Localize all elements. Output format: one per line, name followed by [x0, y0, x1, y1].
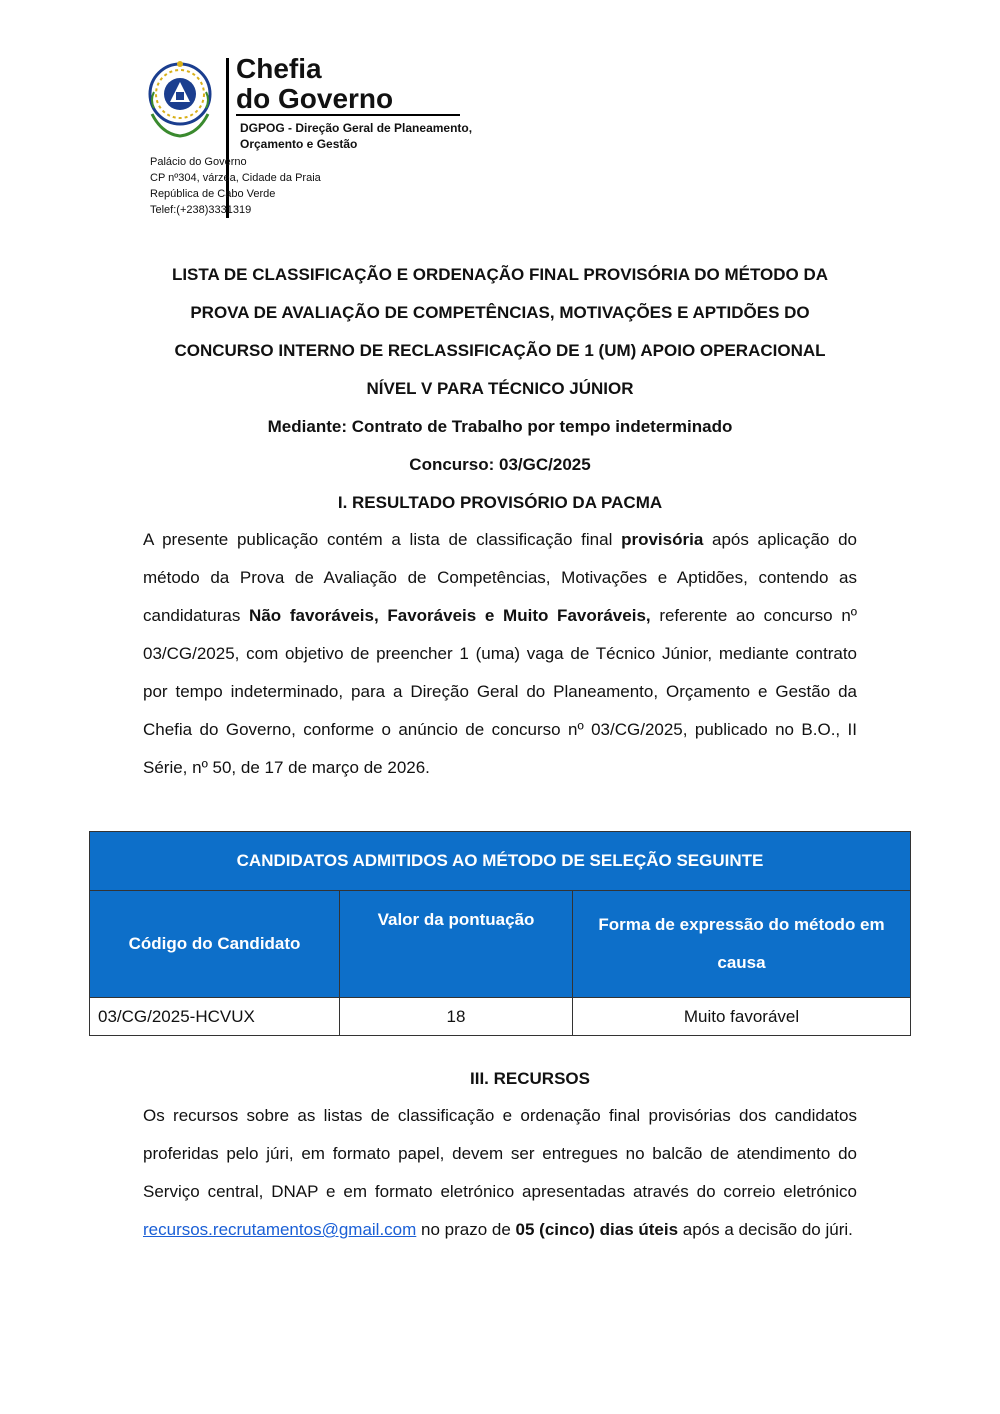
text-run: após a decisão do júri.	[678, 1220, 853, 1239]
text-run: no prazo de	[416, 1220, 516, 1239]
candidates-table	[89, 831, 911, 1036]
title-line: Mediante: Contrato de Trabalho por tempo indeterminado	[267, 417, 733, 436]
cell-code: 03/CG/2025-HCVUX	[90, 998, 340, 1036]
bold-run: provisória	[621, 530, 704, 549]
brand-line-2: do Governo	[236, 83, 394, 114]
table-caption: CANDIDATOS ADMITIDOS AO MÉTODO DE SELEÇÃO SEGUINTE	[90, 832, 911, 891]
title-line: Concurso: 03/GC/2025	[409, 455, 591, 474]
address-line: Telef:(+238)3331319	[150, 204, 252, 216]
title-line: PROVA DE AVALIAÇÃO DE COMPETÊNCIAS, MOTIVAÇÕES E APTIDÕES DO	[190, 303, 810, 322]
table-row	[90, 998, 911, 1036]
appeals-paragraph	[143, 1097, 857, 1249]
intro-paragraph	[143, 521, 857, 787]
table-caption-row	[90, 832, 911, 891]
text-run: Os recursos sobre as listas de classificação e ordenação final provisórias dos candidatos proferidas pelo júri, em formato papel, devem ser entregues no balcão de atendimento do Serviço central, DNAP e em formato eletrónico apresentadas através do correio eletrónico	[143, 1106, 857, 1201]
brand-line-1: Chefia	[236, 53, 322, 84]
subtitle-line-1: DGPOG - Direção Geral de Planeamento,	[240, 121, 473, 135]
section-heading-3: III. RECURSOS	[470, 1069, 590, 1088]
column-header-score: Valor da pontuação	[340, 891, 573, 998]
column-header-result: Forma de expressão do método em causa	[573, 891, 911, 998]
column-header-code: Código do Candidato	[90, 891, 340, 998]
address-block	[150, 154, 321, 218]
brand-subtitle	[240, 120, 480, 152]
subtitle-line-2: Orçamento e Gestão	[240, 137, 358, 151]
title-line: NÍVEL V PARA TÉCNICO JÚNIOR	[366, 379, 634, 398]
coat-of-arms-logo	[140, 56, 220, 140]
text-run: após aplicação do método da Prova de Avaliação de Competências, Motivações e Aptidões, contendo as candidaturas	[143, 530, 857, 625]
brand-title	[236, 54, 393, 114]
text-run: referente ao concurso nº 03/CG/2025, com objetivo de preencher 1 (uma) vaga de Técnico Júnior, mediante contrato por tempo indeterminado, para a Direção Geral do Planeamento, Orçamento e Gestão da Chefia do Governo, conforme o anúncio de concurso nº 03/CG/2025, publicado no B.O., II Série, nº 50, de 17 de março de 2026.	[143, 606, 857, 777]
email-link[interactable]: recursos.recrutamentos@gmail.com	[143, 1220, 417, 1239]
title-line: LISTA DE CLASSIFICAÇÃO E ORDENAÇÃO FINAL PROVISÓRIA DO MÉTODO DA	[171, 265, 829, 284]
title-line: CONCURSO INTERNO DE RECLASSIFICAÇÃO DE 1 (UM) APOIO OPERACIONAL	[174, 341, 826, 360]
table-header-row	[90, 891, 911, 998]
text-run: A presente publicação contém a lista de classificação final	[143, 530, 622, 549]
section-heading-1: I. RESULTADO PROVISÓRIO DA PACMA	[337, 493, 663, 512]
address-line: Palácio do Governo	[150, 156, 247, 168]
cell-result: Muito favorável	[573, 998, 911, 1036]
address-line: República de Cabo Verde	[150, 188, 276, 200]
cell-score: 18	[340, 998, 573, 1036]
bold-run: 05 (cinco) dias úteis	[515, 1220, 679, 1239]
bold-run: Não favoráveis, Favoráveis e Muito Favoráveis,	[249, 606, 651, 625]
address-line: CP nº304, várzea, Cidade da Praia	[150, 172, 321, 184]
document-title	[140, 256, 860, 522]
brand-rule	[236, 114, 460, 116]
